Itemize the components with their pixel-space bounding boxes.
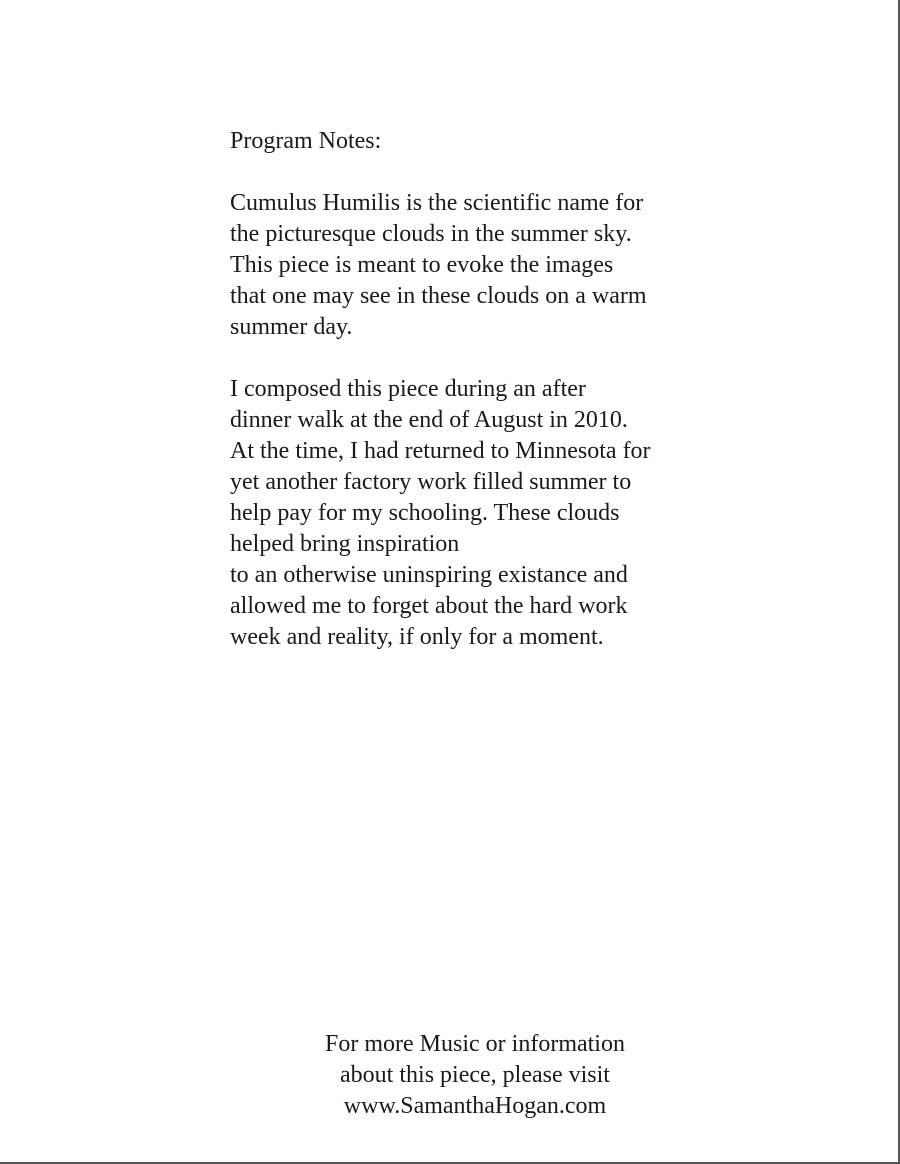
paragraph-2-line: At the time, I had returned to Minnesota for: [230, 438, 651, 464]
paragraph-2-line: help pay for my schooling. These clouds: [230, 500, 620, 526]
paragraph-2-line: helped bring inspiration: [230, 531, 460, 557]
paragraph-2-line: to an otherwise uninspiring existance and: [230, 562, 628, 588]
paragraph-2-line: I composed this piece during an after: [230, 376, 586, 402]
footer-line: For more Music or information: [325, 1031, 625, 1057]
paragraph-spacer: [230, 157, 750, 188]
paragraph-1-line: summer day.: [230, 314, 353, 340]
footer-website: www.SamanthaHogan.com: [343, 1093, 607, 1119]
footer-line: about this piece, please visit: [340, 1062, 610, 1088]
paragraph-1-line: Cumulus Humilis is the scientific name for: [230, 190, 644, 216]
footer-contact: [200, 1029, 750, 1122]
program-notes-heading: Program Notes:: [230, 128, 382, 154]
paragraph-2-line: yet another factory work filled summer to: [230, 469, 632, 495]
paragraph-2: [230, 374, 750, 653]
paragraph-1-line: that one may see in these clouds on a warm: [230, 283, 647, 309]
paragraph-2-line: allowed me to forget about the hard work: [230, 593, 628, 619]
paragraph-1-line: the picturesque clouds in the summer sky.: [230, 221, 632, 247]
paragraph-spacer: [230, 343, 750, 374]
paragraph-2-line: dinner walk at the end of August in 2010.: [230, 407, 628, 433]
paragraph-2-line: week and reality, if only for a moment.: [230, 624, 604, 650]
program-notes: [230, 126, 750, 653]
paragraph-1: [230, 188, 750, 343]
paragraph-1-line: This piece is meant to evoke the images: [230, 252, 614, 278]
